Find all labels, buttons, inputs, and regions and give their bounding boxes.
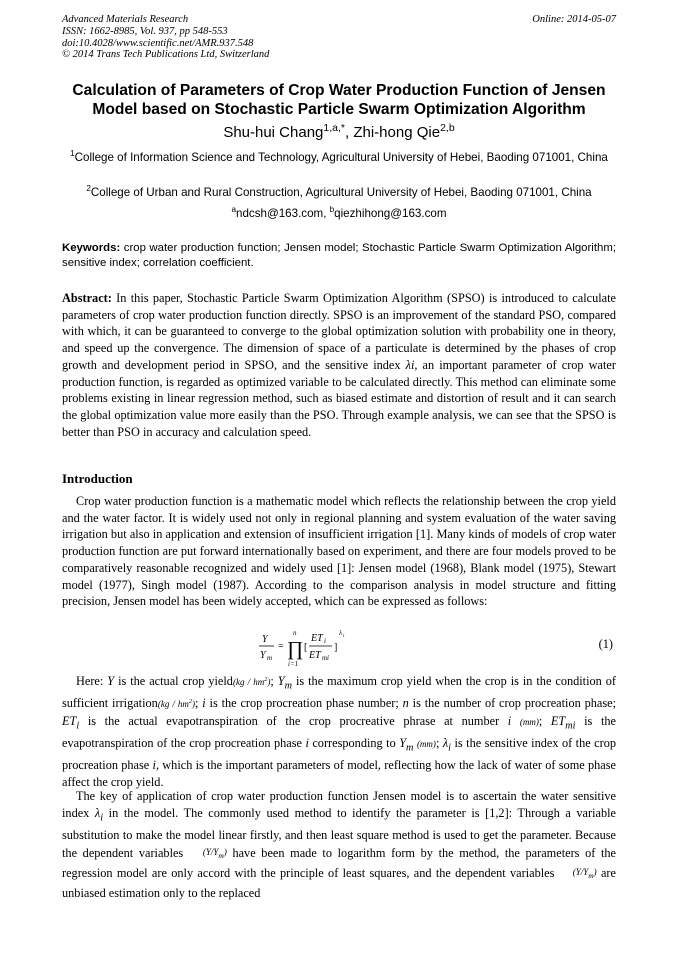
svg-text:ET: ET <box>309 650 321 661</box>
email-a[interactable]: ndcsh@163.com, <box>236 207 330 220</box>
p2-text-f: is the actual evapotranspiration of the crop procreative phrase at number <box>79 713 508 728</box>
author-separator: , <box>345 124 354 141</box>
copyright-line: © 2014 Trans Tech Publications Ltd, Switzerland <box>62 49 270 61</box>
unit-kg-hm2: $(kg / hm^2)$ <box>232 676 271 687</box>
abstract-text-a: In this paper, Stochastic Particle Swarm Optimization Algorithm (SPSO) is introduced to calculate parameters of crop water production function directly. SPSO is an improvement of the standard PSO, compared with which, it can be guaranteed to converge to the global optimization solution with probability one in theory, and speed up the convergence. The dimension of space of a particulate is determined by the phases of crop growth and development period in SPSO, and the sensitive index <box>62 291 616 372</box>
email-a-marker: a <box>231 205 237 215</box>
keywords-text: crop water production function; Jensen model; Stochastic Particle Swarm Optimization Algorithm; sensitive index; correlation coefficient. <box>62 242 616 269</box>
p2-text-i: is the sensitive index of the crop procreation phase <box>62 736 617 773</box>
intro-paragraph-1: Crop water production function is a mathematic model which reflects the relationship between the crop yield and the water factor. It is widely used not only in regional planning and system evaluation of the water saving irrigation but also in application and extension of insufficient irrigation [1]. Many kinds of models of crop water production function are put forward internationally based on experiment, and there are four models proved to be comparatively reasonable recognized and widely used [1]: Jensen model (1968), Blank model (1975), Stewart model (1977), Singh model (1987). According to the comparison analysis in model structure and fitting precision, Jensen model has been widely accepted, which can be expressed as follows: <box>62 494 616 609</box>
svg-text:i=1: i=1 <box>288 660 299 668</box>
var-i-3: i <box>305 736 309 751</box>
equation-number: (1) <box>598 637 613 651</box>
svg-text:i: i <box>343 634 345 639</box>
affiliation-2-text: College of Urban and Rural Construction, Agricultural University of Hebei, Baoding 071001, China <box>90 186 592 199</box>
var-ym: $Y_m$ <box>277 674 293 692</box>
p2-text-h: corresponding to <box>308 736 400 751</box>
var-i-4: i <box>152 758 156 773</box>
jensen-equation <box>258 622 398 668</box>
author-1-affiliation: 1,a,* <box>323 122 345 134</box>
svg-text:λ: λ <box>339 629 343 637</box>
keywords <box>62 241 616 271</box>
p2-text-j: , which is the important parameters of model, reflecting how the lack of water of some phase affect the crop yield. <box>62 758 616 789</box>
lambda-symbol: λi <box>405 357 415 372</box>
affiliation-1-text: College of Information Science and Technology, Agricultural University of Hebei, Baoding 071001, China <box>74 151 608 164</box>
email-line <box>62 206 616 221</box>
author-list <box>40 124 638 142</box>
intro-paragraph-3 <box>62 788 616 901</box>
fraction-y-ym-2: $(Y/Y_m)$ <box>572 867 597 880</box>
p3-text-a: The key of application of crop water production function Jensen model is to ascertain the water sensitive index <box>62 789 616 820</box>
p2-text-e: is the number of crop procreation phase; <box>408 696 616 711</box>
unit-mm-2: (mm) <box>416 739 436 750</box>
svg-text:mi: mi <box>322 654 329 662</box>
var-eti: $ET_i$ <box>62 713 80 732</box>
journal-header <box>62 14 616 61</box>
svg-text:∏: ∏ <box>287 638 304 660</box>
equation-1 <box>0 622 678 668</box>
p3-text-b: in the model. The commonly used method to identify the parameter is [1,2]: Through a variable substitution to make the model linear firstly, and then least square method is used to get the parameter. Because the dependent variables <box>62 805 616 860</box>
svg-text:Y: Y <box>262 634 268 645</box>
svg-text:[: [ <box>304 642 308 653</box>
p2-text-a: Here: <box>76 674 108 688</box>
email-b-marker: b <box>329 205 335 215</box>
svg-text:]: ] <box>334 642 338 653</box>
fraction-y-ym: $(Y/Y_m)$ <box>202 846 227 860</box>
keywords-label: Keywords: <box>62 242 121 254</box>
affiliation-2 <box>62 185 616 200</box>
p2-text-d: is the crop procreation phase number; <box>205 696 403 711</box>
title-line-2: Model based on Stochastic Particle Swarm Optimization Algorithm <box>92 101 586 118</box>
svg-text:n: n <box>293 629 297 637</box>
svg-text:Y: Y <box>260 650 266 661</box>
p3-text-c: have been made to logarithm form by the method, the parameters of the regression model are only accord with the principle of least squares, and the dependent variables <box>62 845 616 881</box>
var-etmi: $ET_{mi}$ <box>550 713 576 732</box>
svg-text:=: = <box>278 641 284 652</box>
p2-text-g: is the evapotranspiration of the crop procreation phase <box>62 713 616 751</box>
paper-title <box>40 81 638 119</box>
p2-text-c: is the maximum crop yield when the crop is in the condition of sufficient irrigation <box>62 674 617 711</box>
title-line-1: Calculation of Parameters of Crop Water Production Function of Jensen <box>72 82 606 99</box>
p3-text-d: are unbiased estimation only to the replaced <box>62 866 616 900</box>
author-1: Shu-hui Chang <box>223 124 324 141</box>
doi-line: doi:10.4028/www.scientific.net/AMR.937.548 <box>62 37 254 49</box>
email-b[interactable]: qiezhihong@163.com <box>334 207 447 220</box>
online-date: Online: 2014-05-07 <box>532 14 616 25</box>
intro-paragraph-2: Here: Y is the actual crop yield(kg / $hm^2$); $Y_m$ is the maximum crop yield when the crop is in the condition of sufficient irrigation(kg / $hm^2$); i is the crop procreation phase number; n is the number of crop procreation phase; $ET_i$ is the actual evapotranspiration of the crop procreative phrase at number i (mm); $ET_{mi}$ is the evapotranspiration of the crop procreation phase i corresponding to $Y_m$ (mm); $\lambda_i$ is the sensitive index of the crop procreation phase i, which is the important parameters of model, reflecting how the lack of water of some phase affect the crop yield. <box>62 674 617 789</box>
var-n: n <box>402 696 409 711</box>
journal-name: Advanced Materials Research <box>62 14 189 25</box>
p2-text-b: is the actual crop yield <box>114 674 233 688</box>
svg-text:ET: ET <box>311 633 323 644</box>
svg-text:i: i <box>324 637 326 645</box>
issn-line: ISSN: 1662-8985, Vol. 937, pp 548-553 <box>62 25 228 37</box>
var-ym-2: $Y_m$ <box>399 736 414 754</box>
author-2-affiliation: 2,b <box>440 122 455 134</box>
affiliation-2-number: 2 <box>86 184 91 194</box>
svg-text:m: m <box>267 654 273 662</box>
abstract-text-b: , an important parameter of crop water production function, is regarded as optimized variable to be calculated directly. This method can eliminate some problems existing in linear regression method, such as biased estimate and distortion of result and it can search the global optimization value more easily than the PSO. Through example analysis, we can see that the SPSO is better than PSO in accuracy and calculation speed. <box>62 357 616 439</box>
affiliation-1-number: 1 <box>70 149 75 159</box>
unit-kg-hm2-2: $(kg / hm^2)$ <box>157 698 196 710</box>
var-lambda-2: $\lambda_i$ <box>94 805 104 824</box>
affiliation-1 <box>62 150 616 165</box>
var-i-2: i <box>507 713 512 728</box>
var-lambda: $\lambda_i$ <box>442 736 452 754</box>
var-y: Y <box>107 674 115 688</box>
unit-mm: (mm) <box>519 716 539 727</box>
var-i: i <box>202 696 206 711</box>
section-heading-introduction: Introduction <box>62 471 133 486</box>
abstract-label: Abstract: <box>62 291 112 305</box>
author-2: Zhi-hong Qie <box>353 124 441 141</box>
abstract <box>62 290 616 440</box>
